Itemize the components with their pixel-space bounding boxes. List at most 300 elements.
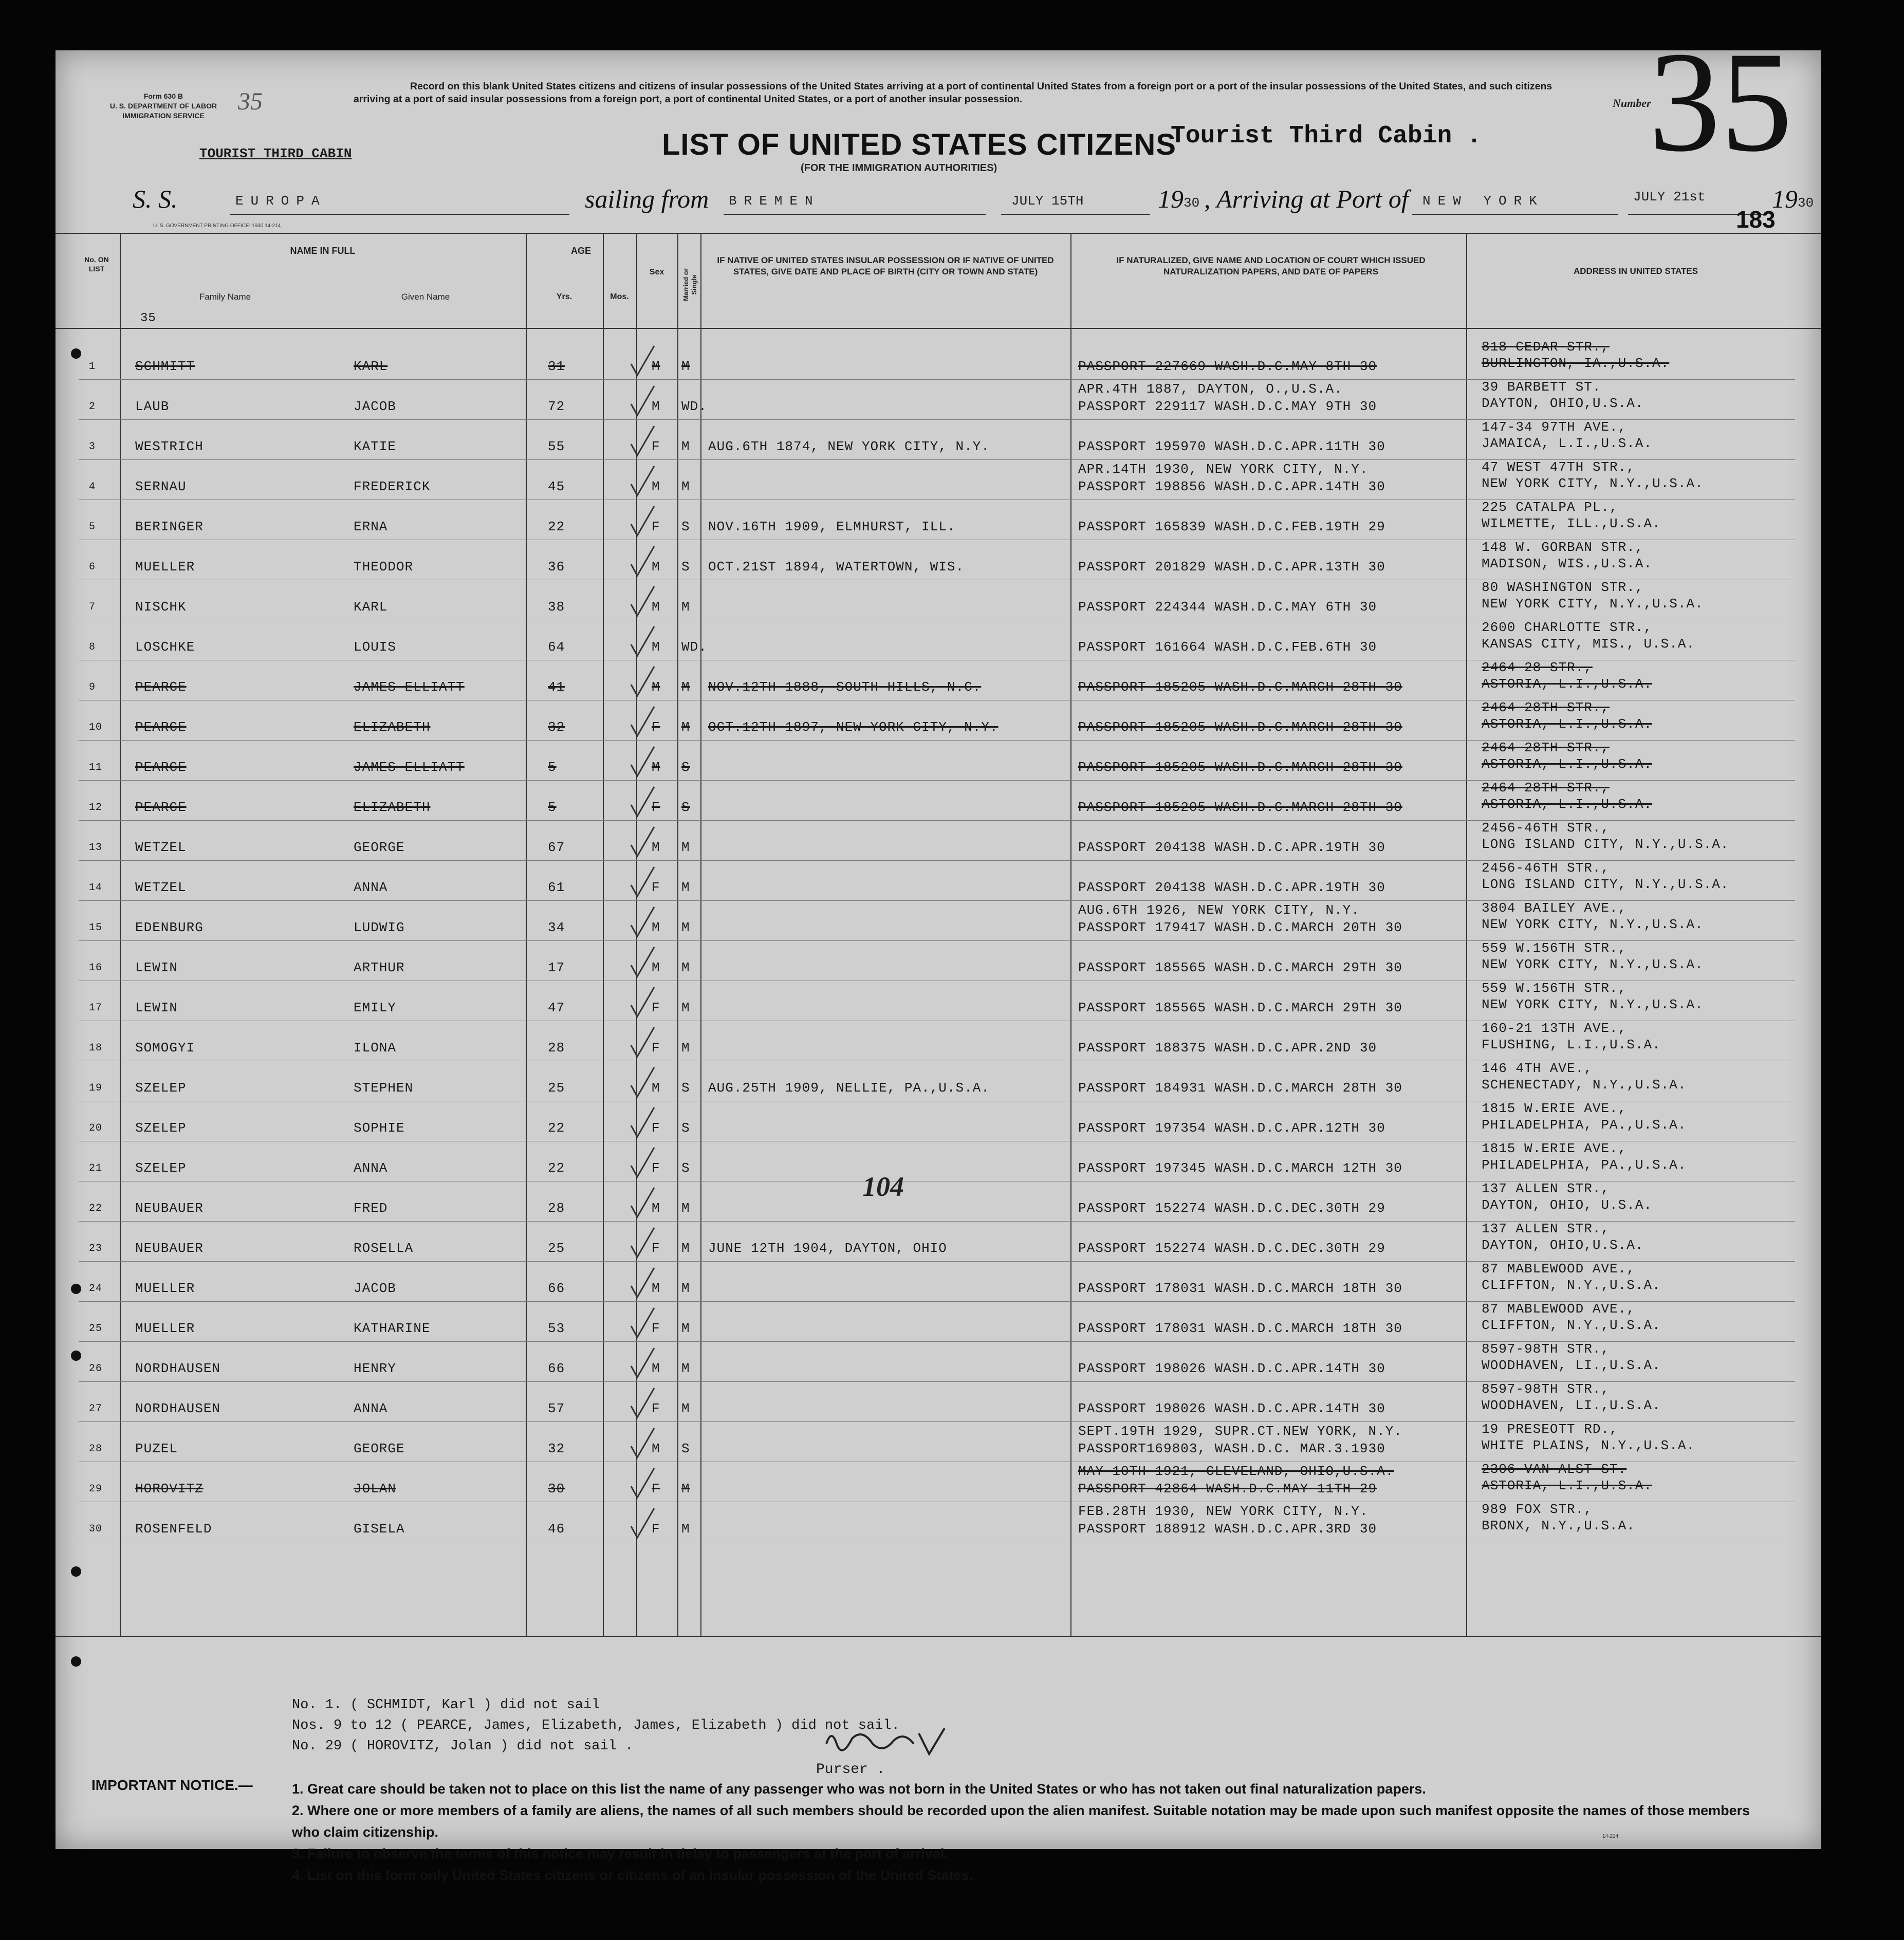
cell-no: 9 — [89, 681, 96, 693]
cell-no: 8 — [89, 641, 96, 653]
cell-ms: M — [681, 1321, 690, 1336]
cell-ms: M — [681, 1361, 690, 1376]
header-family-name: Family Name — [199, 292, 251, 302]
cell-sex: F — [652, 1160, 660, 1176]
cell-address-street: 87 MABLEWOOD AVE., — [1482, 1301, 1635, 1317]
cell-address-street: 8597-98TH STR., — [1482, 1341, 1610, 1357]
cell-family: PEARCE — [135, 679, 187, 695]
cell-age: 46 — [548, 1521, 565, 1537]
cell-sex: M — [652, 559, 660, 575]
cell-family: ROSENFELD — [135, 1521, 212, 1537]
cell-given: EMILY — [354, 1000, 397, 1015]
cell-age: 36 — [548, 559, 565, 575]
cell-address-city: BRONX, N.Y.,U.S.A. — [1482, 1518, 1635, 1533]
cell-ms: S — [681, 519, 690, 534]
year-prefix-to: 19 — [1772, 184, 1798, 213]
cell-family: MUELLER — [135, 559, 195, 575]
arriving-label: , Arriving at Port of — [1204, 184, 1409, 213]
cell-address-street: 146 4TH AVE., — [1482, 1061, 1593, 1076]
cell-age: 67 — [548, 840, 565, 855]
cell-nat2: PASSPORT 185565 WASH.D.C.MARCH 29TH 30 — [1078, 960, 1402, 975]
cell-nat1: SEPT.19TH 1929, SUPR.CT.NEW YORK, N.Y. — [1078, 1424, 1402, 1439]
check-mark — [626, 1385, 662, 1421]
cell-nat2: PASSPORT 198856 WASH.D.C.APR.14TH 30 — [1078, 479, 1385, 494]
cell-given: SOPHIE — [354, 1120, 405, 1136]
cell-given: KATHARINE — [354, 1321, 431, 1336]
cell-sex: F — [652, 1241, 660, 1256]
check-mark — [626, 1506, 662, 1542]
cell-ms: S — [681, 559, 690, 575]
cell-family: MUELLER — [135, 1321, 195, 1336]
cell-nat2: PASSPORT 188912 WASH.D.C.APR.3RD 30 — [1078, 1521, 1377, 1537]
cell-ms: M — [681, 439, 690, 454]
cell-address-street: 39 BARBETT ST. — [1482, 379, 1601, 395]
check-mark — [626, 1466, 662, 1502]
cell-ms: M — [681, 359, 690, 374]
cell-address-city: ASTORIA, L.I.,U.S.A. — [1482, 716, 1653, 732]
cell-given: GEORGE — [354, 1441, 405, 1456]
cell-no: 5 — [89, 521, 96, 533]
year-from: 30 — [1184, 195, 1200, 211]
check-mark — [626, 1426, 662, 1462]
cell-nat2: PASSPORT 178031 WASH.D.C.MARCH 18TH 30 — [1078, 1281, 1402, 1296]
cell-address-city: DAYTON, OHIO, U.S.A. — [1482, 1197, 1653, 1213]
cell-no: 16 — [89, 962, 103, 974]
cell-age: 22 — [548, 519, 565, 534]
cell-ms: S — [681, 800, 690, 815]
form-identifier: Form 630 B U. S. DEPARTMENT OF LABOR IMMIGRATION SERVICE — [109, 92, 217, 120]
cell-address-city: NEW YORK CITY, N.Y.,U.S.A. — [1482, 957, 1704, 972]
cell-address-city: NEW YORK CITY, N.Y.,U.S.A. — [1482, 917, 1704, 932]
cell-family: NORDHAUSEN — [135, 1401, 221, 1416]
cell-given: FRED — [354, 1200, 388, 1216]
check-mark — [626, 704, 662, 740]
punch-hole — [71, 1566, 81, 1577]
page-title: LIST OF UNITED STATES CITIZENS — [662, 128, 1176, 161]
cell-ms: M — [681, 960, 690, 975]
cell-sex: M — [652, 1361, 660, 1376]
cell-no: 27 — [89, 1403, 103, 1415]
cell-no: 4 — [89, 481, 96, 493]
cell-family: SOMOGYI — [135, 1040, 195, 1056]
header-no-on-list: No. ON LIST — [84, 255, 109, 273]
cell-ms: M — [681, 1040, 690, 1056]
cell-age: 41 — [548, 679, 565, 695]
cell-no: 10 — [89, 722, 103, 733]
cell-given: JAMES ELLIATT — [354, 760, 465, 775]
cell-address-city: NEW YORK CITY, N.Y.,U.S.A. — [1482, 476, 1704, 491]
cell-address-street: 2456-46TH STR., — [1482, 820, 1610, 836]
cell-sex: M — [652, 760, 660, 775]
cell-ms: M — [681, 599, 690, 615]
cell-sex: M — [652, 960, 660, 975]
handwritten-number: 35 — [238, 88, 263, 115]
punch-hole — [71, 1351, 81, 1361]
cell-address-street: 818 CEDAR STR., — [1482, 339, 1610, 355]
cell-given: THEODOR — [354, 559, 414, 575]
cell-given: JOLAN — [354, 1481, 397, 1496]
cell-family: MUELLER — [135, 1281, 195, 1296]
cell-sex: M — [652, 1200, 660, 1216]
check-mark — [626, 383, 662, 419]
cell-ms: M — [681, 1241, 690, 1256]
cell-ms: S — [681, 760, 690, 775]
cell-address-city: CLIFFTON, N.Y.,U.S.A. — [1482, 1318, 1661, 1333]
cell-family: WETZEL — [135, 880, 187, 895]
check-mark — [626, 544, 662, 580]
cell-address-city: BURLINGTON, IA.,U.S.A. — [1482, 356, 1670, 371]
year-prefix-from: 19 — [1158, 184, 1184, 213]
cell-address-street: 559 W.156TH STR., — [1482, 940, 1627, 956]
check-mark — [626, 744, 662, 780]
cell-ms: M — [681, 1481, 690, 1496]
cell-birth: OCT.21ST 1894, WATERTOWN, WIS. — [708, 559, 965, 575]
check-mark — [626, 1065, 662, 1101]
cell-family: HOROVITZ — [135, 1481, 204, 1496]
cell-sex: M — [652, 1080, 660, 1096]
cell-no: 15 — [89, 922, 103, 934]
cell-no: 28 — [89, 1443, 103, 1455]
ss-label: S. S. — [133, 184, 178, 213]
notice-item: 4. List on this form only United States citizens or citizens of an insular possession of the United States. — [292, 1868, 973, 1883]
cell-family: EDENBURG — [135, 920, 204, 935]
cell-given: JACOB — [354, 399, 397, 414]
cell-family: NORDHAUSEN — [135, 1361, 221, 1376]
header-age: AGE — [570, 246, 591, 256]
cell-no: 29 — [89, 1483, 103, 1495]
date-to: JULY 21st — [1633, 189, 1706, 205]
cell-nat2: PASSPORT 198026 WASH.D.C.APR.14TH 30 — [1078, 1361, 1385, 1376]
check-mark — [626, 464, 662, 500]
cell-sex: M — [652, 479, 660, 494]
cell-address-street: 8597-98TH STR., — [1482, 1381, 1610, 1397]
class-stamp-left: TOURIST THIRD CABIN — [199, 146, 352, 161]
check-mark — [626, 864, 662, 900]
cell-no: 1 — [89, 361, 96, 373]
cell-birth: AUG.6TH 1874, NEW YORK CITY, N.Y. — [708, 439, 990, 454]
cell-address-city: WILMETTE, ILL.,U.S.A. — [1482, 516, 1661, 531]
cell-birth: NOV.16TH 1909, ELMHURST, ILL. — [708, 519, 956, 534]
cell-nat2: PASSPORT 204138 WASH.D.C.APR.19TH 30 — [1078, 840, 1385, 855]
cell-given: JAMES ELLIATT — [354, 679, 465, 695]
did-not-sail-notes — [292, 1695, 900, 1757]
cell-address-street: 47 WEST 47TH STR., — [1482, 459, 1635, 475]
cell-no: 13 — [89, 842, 103, 854]
check-mark — [626, 624, 662, 660]
cell-address-street: 1815 W.ERIE AVE., — [1482, 1141, 1627, 1156]
class-stamp-right: Tourist Third Cabin . — [1171, 122, 1482, 150]
check-mark — [626, 1185, 662, 1221]
cell-age: 25 — [548, 1241, 565, 1256]
cell-no: 3 — [89, 441, 96, 453]
cell-given: ARTHUR — [354, 960, 405, 975]
list-marker: 35 — [140, 311, 156, 325]
cell-ms: M — [681, 1521, 690, 1537]
cell-age: 64 — [548, 639, 565, 655]
cell-address-street: 2306 VAN ALST ST. — [1482, 1462, 1627, 1477]
cell-age: 72 — [548, 399, 565, 414]
cell-birth: NOV.12TH 1888, SOUTH HILLS, N.C. — [708, 679, 982, 695]
cell-age: 45 — [548, 479, 565, 494]
check-mark — [626, 664, 662, 700]
cell-nat1: APR.14TH 1930, NEW YORK CITY, N.Y. — [1078, 461, 1369, 477]
cell-nat1: FEB.28TH 1930, NEW YORK CITY, N.Y. — [1078, 1504, 1369, 1519]
cell-address-street: 559 W.156TH STR., — [1482, 981, 1627, 996]
cell-sex: M — [652, 399, 660, 414]
cell-age: 25 — [548, 1080, 565, 1096]
cell-nat2: PASSPORT 184931 WASH.D.C.MARCH 28TH 30 — [1078, 1080, 1402, 1096]
cell-nat2: PASSPORT 197345 WASH.D.C.MARCH 12TH 30 — [1078, 1160, 1402, 1176]
cell-address-city: LONG ISLAND CITY, N.Y.,U.S.A. — [1482, 837, 1729, 852]
cell-ms: S — [681, 1120, 690, 1136]
cell-no: 22 — [89, 1203, 103, 1214]
notice-item: 2. Where one or more members of a family are aliens, the names of all such members should be recorded upon the alien manifest. Suitable notation may be made upon such manifest opposite the names of those members who claim citizenship. — [292, 1803, 1750, 1840]
cell-family: SERNAU — [135, 479, 187, 494]
check-mark — [626, 1305, 662, 1341]
cell-ms: M — [681, 719, 690, 735]
cell-family: BERINGER — [135, 519, 204, 534]
sheet-number: 35 — [1649, 22, 1792, 181]
cell-nat2: PASSPORT 185565 WASH.D.C.MARCH 29TH 30 — [1078, 1000, 1402, 1015]
cell-nat2: PASSPORT 161664 WASH.D.C.FEB.6TH 30 — [1078, 639, 1377, 655]
cell-nat2: PASSPORT 185205 WASH.D.C.MARCH 28TH 30 — [1078, 800, 1402, 815]
cell-given: HENRY — [354, 1361, 397, 1376]
check-mark — [626, 824, 662, 860]
cell-ms: M — [681, 1000, 690, 1015]
cell-address-city: KANSAS CITY, MIS., U.S.A. — [1482, 636, 1695, 652]
header-given-name: Given Name — [401, 292, 450, 302]
cell-address-city: FLUSHING, L.I.,U.S.A. — [1482, 1037, 1661, 1052]
cell-sex: M — [652, 679, 660, 695]
cell-address-city: DAYTON, OHIO,U.S.A. — [1482, 1237, 1644, 1253]
page-number: 183 — [1736, 206, 1776, 233]
cell-sex: M — [652, 359, 660, 374]
cell-sex: F — [652, 439, 660, 454]
cell-nat2: PASSPORT 229117 WASH.D.C.MAY 9TH 30 — [1078, 399, 1377, 414]
cell-address-street: 2464-28TH STR., — [1482, 700, 1610, 715]
cell-nat1: MAY 10TH 1921, CLEVELAND, OHIO,U.S.A. — [1078, 1464, 1394, 1479]
cell-address-city: SCHENECTADY, N.Y.,U.S.A. — [1482, 1077, 1687, 1093]
cell-address-city: PHILADELPHIA, PA.,U.S.A. — [1482, 1157, 1687, 1173]
cell-ms: M — [681, 1401, 690, 1416]
cell-nat2: PASSPORT 197354 WASH.D.C.APR.12TH 30 — [1078, 1120, 1385, 1136]
cell-sex: M — [652, 1281, 660, 1296]
header-address: ADDRESS IN UNITED STATES — [1573, 266, 1698, 276]
cell-age: 61 — [548, 880, 565, 895]
cell-sex: F — [652, 1040, 660, 1056]
note-line: No. 29 ( HOROVITZ, Jolan ) did not sail . — [292, 1739, 634, 1754]
cell-address-street: 2464-28 STR., — [1482, 660, 1593, 675]
port-to: NEW YORK — [1422, 193, 1544, 209]
cell-sex: F — [652, 1120, 660, 1136]
punch-hole — [71, 348, 81, 359]
cell-ms: WD. — [681, 399, 707, 414]
cell-age: 53 — [548, 1321, 565, 1336]
cell-sex: F — [652, 880, 660, 895]
record-instructions: Record on this blank United States citizens and citizens of insular possessions of the United States arriving at a port of continental United States from a foreign port or a port of the insular possessions of the United States, and such citizens arriving at a port of said insular possessions from a foreign port, a port of continental United States, or a port of another insular possession. — [354, 81, 1552, 105]
cell-no: 7 — [89, 601, 96, 613]
cell-nat2: PASSPORT 152274 WASH.D.C.DEC.30TH 29 — [1078, 1241, 1385, 1256]
cell-sex: F — [652, 1000, 660, 1015]
cell-address-city: LONG ISLAND CITY, N.Y.,U.S.A. — [1482, 877, 1729, 892]
cell-nat2: PASSPORT 195970 WASH.D.C.APR.11TH 30 — [1078, 439, 1385, 454]
cell-given: JACOB — [354, 1281, 397, 1296]
cell-nat2: PASSPORT 152274 WASH.D.C.DEC.30TH 29 — [1078, 1200, 1385, 1216]
cell-nat2: PASSPORT 165839 WASH.D.C.FEB.19TH 29 — [1078, 519, 1385, 534]
cell-nat1: APR.4TH 1887, DAYTON, O.,U.S.A. — [1078, 381, 1343, 397]
cell-address-city: WHITE PLAINS, N.Y.,U.S.A. — [1482, 1438, 1695, 1453]
cell-address-street: 2464-28TH STR., — [1482, 780, 1610, 796]
cell-given: ANNA — [354, 1160, 388, 1176]
cell-nat2: PASSPORT 188375 WASH.D.C.APR.2ND 30 — [1078, 1040, 1377, 1056]
cell-no: 21 — [89, 1162, 103, 1174]
cell-nat2: PASSPORT 201829 WASH.D.C.APR.13TH 30 — [1078, 559, 1385, 575]
cell-sex: F — [652, 1401, 660, 1416]
note-line: Nos. 9 to 12 ( PEARCE, James, Elizabeth, James, Elizabeth ) did not sail. — [292, 1718, 900, 1733]
check-mark — [626, 985, 662, 1021]
notice-item: 3. Failure to observe the terms of this notice may result in delay to passengers at the port of arrival. — [292, 1846, 948, 1861]
header-birth: IF NATIVE OF UNITED STATES INSULAR POSSESSION OR IF NATIVE OF UNITED STATES, GIVE DATE AND PLACE OF BIRTH (CITY OR TOWN AND STATE) — [717, 255, 1054, 276]
cell-ms: M — [681, 479, 690, 494]
cell-address-street: 2456-46TH STR., — [1482, 860, 1610, 876]
cell-family: PEARCE — [135, 760, 187, 775]
check-mark — [626, 1025, 662, 1061]
check-mark — [626, 504, 662, 540]
cell-sex: M — [652, 599, 660, 615]
cell-family: WETZEL — [135, 840, 187, 855]
year-to: 30 — [1798, 195, 1814, 211]
check-mark — [626, 1145, 662, 1181]
cell-address-street: 137 ALLEN STR., — [1482, 1181, 1610, 1196]
cell-age: 5 — [548, 760, 557, 775]
cell-ms: S — [681, 1441, 690, 1456]
sailing-label: sailing from — [585, 184, 709, 213]
cell-address-city: DAYTON, OHIO,U.S.A. — [1482, 396, 1644, 411]
cell-sex: M — [652, 1441, 660, 1456]
cell-family: PEARCE — [135, 719, 187, 735]
cell-address-city: ASTORIA, L.I.,U.S.A. — [1482, 676, 1653, 692]
cell-sex: F — [652, 800, 660, 815]
cell-no: 11 — [89, 762, 103, 773]
cell-address-street: 2600 CHARLOTTE STR., — [1482, 620, 1653, 635]
cell-ms: M — [681, 679, 690, 695]
check-mark — [626, 1265, 662, 1301]
cell-no: 17 — [89, 1002, 103, 1014]
check-mark — [626, 1105, 662, 1141]
cell-sex: F — [652, 1481, 660, 1496]
purser-label: Purser . — [816, 1762, 885, 1778]
cell-age: 57 — [548, 1401, 565, 1416]
cell-given: KATIE — [354, 439, 397, 454]
cell-birth: AUG.25TH 1909, NELLIE, PA.,U.S.A. — [708, 1080, 990, 1096]
voyage-line — [133, 184, 1828, 220]
cell-nat2: PASSPORT 178031 WASH.D.C.MARCH 18TH 30 — [1078, 1321, 1402, 1336]
cell-family: WESTRICH — [135, 439, 204, 454]
cell-given: ELIZABETH — [354, 719, 431, 735]
punch-hole — [71, 1656, 81, 1667]
cell-nat1: AUG.6TH 1926, NEW YORK CITY, N.Y. — [1078, 902, 1360, 918]
cell-address-city: WOODHAVEN, LI.,U.S.A. — [1482, 1358, 1661, 1373]
cell-age: 55 — [548, 439, 565, 454]
cell-address-street: 2464-28TH STR., — [1482, 740, 1610, 755]
cell-no: 30 — [89, 1523, 103, 1535]
cell-sex: M — [652, 920, 660, 935]
cell-nat2: PASSPORT 198026 WASH.D.C.APR.14TH 30 — [1078, 1401, 1385, 1416]
cell-given: LOUIS — [354, 639, 397, 655]
cell-given: ANNA — [354, 880, 388, 895]
note-line: No. 1. ( SCHMIDT, Karl ) did not sail — [292, 1697, 600, 1713]
cell-address-street: 225 CATALPA PL., — [1482, 500, 1618, 515]
printing-office: U. S. GOVERNMENT PRINTING OFFICE: 1930 14-214 — [153, 223, 281, 229]
important-notice — [292, 1778, 1772, 1886]
cell-no: 25 — [89, 1323, 103, 1335]
ship-name: EUROPA — [235, 193, 327, 209]
cell-nat2: PASSPORT 42864 WASH.D.C.MAY 11TH 29 — [1078, 1481, 1377, 1496]
cell-sex: M — [652, 840, 660, 855]
check-mark — [626, 904, 662, 940]
cell-given: FREDERICK — [354, 479, 431, 494]
cell-no: 23 — [89, 1243, 103, 1254]
cell-ms: M — [681, 880, 690, 895]
header-naturalized: IF NATURALIZED, GIVE NAME AND LOCATION OF COURT WHICH ISSUED NATURALIZATION PAPERS, AND DATE OF PAPERS — [1116, 255, 1426, 276]
cell-family: LOSCHKE — [135, 639, 195, 655]
cell-nat2: PASSPORT169803, WASH.D.C. MAR.3.1930 — [1078, 1441, 1385, 1456]
cell-address-city: NEW YORK CITY, N.Y.,U.S.A. — [1482, 997, 1704, 1012]
check-mark — [626, 1345, 662, 1381]
page-subtitle: (FOR THE IMMIGRATION AUTHORITIES) — [801, 162, 997, 174]
port-from: BREMEN — [729, 193, 820, 209]
cell-address-street: 87 MABLEWOOD AVE., — [1482, 1261, 1635, 1277]
cell-address-street: 148 W. GORBAN STR., — [1482, 540, 1644, 555]
cell-family: SCHMITT — [135, 359, 195, 374]
cell-family: NISCHK — [135, 599, 187, 615]
cell-given: ROSELLA — [354, 1241, 414, 1256]
cell-sex: F — [652, 1321, 660, 1336]
cell-no: 14 — [89, 882, 103, 894]
cell-nat2: PASSPORT 185205 WASH.D.C.MARCH 28TH 30 — [1078, 719, 1402, 735]
cell-address-street: 3804 BAILEY AVE., — [1482, 900, 1627, 916]
header-name-in-full: NAME IN FULL — [290, 246, 356, 256]
check-mark — [626, 945, 662, 981]
cell-address-city: NEW YORK CITY, N.Y.,U.S.A. — [1482, 596, 1704, 612]
cell-age: 5 — [548, 800, 557, 815]
header-married: Married or Single — [682, 268, 698, 301]
manifest-sheet — [56, 22, 1821, 1883]
cell-no: 6 — [89, 561, 96, 573]
cell-address-city: ASTORIA, L.I.,U.S.A. — [1482, 756, 1653, 772]
footer-code: 14-214 — [1602, 1834, 1619, 1839]
cell-age: 34 — [548, 920, 565, 935]
cell-address-street: 80 WASHINGTON STR., — [1482, 580, 1644, 595]
cell-address-street: 147-34 97TH AVE., — [1482, 419, 1627, 435]
cell-given: KARL — [354, 599, 388, 615]
cell-family: NEUBAUER — [135, 1241, 204, 1256]
cell-no: 12 — [89, 802, 103, 814]
cell-no: 2 — [89, 401, 96, 413]
cell-nat2: PASSPORT 204138 WASH.D.C.APR.19TH 30 — [1078, 880, 1385, 895]
cell-no: 19 — [89, 1082, 103, 1094]
cell-age: 28 — [548, 1040, 565, 1056]
cell-address-street: 989 FOX STR., — [1482, 1502, 1593, 1517]
cell-age: 38 — [548, 599, 565, 615]
cell-given: GISELA — [354, 1521, 405, 1537]
cell-nat2: PASSPORT 224344 WASH.D.C.MAY 6TH 30 — [1078, 599, 1377, 615]
cell-no: 24 — [89, 1283, 103, 1295]
cell-no: 18 — [89, 1042, 103, 1054]
cell-nat2: PASSPORT 179417 WASH.D.C.MARCH 20TH 30 — [1078, 920, 1402, 935]
number-label: Number — [1613, 97, 1651, 109]
check-mark — [626, 584, 662, 620]
